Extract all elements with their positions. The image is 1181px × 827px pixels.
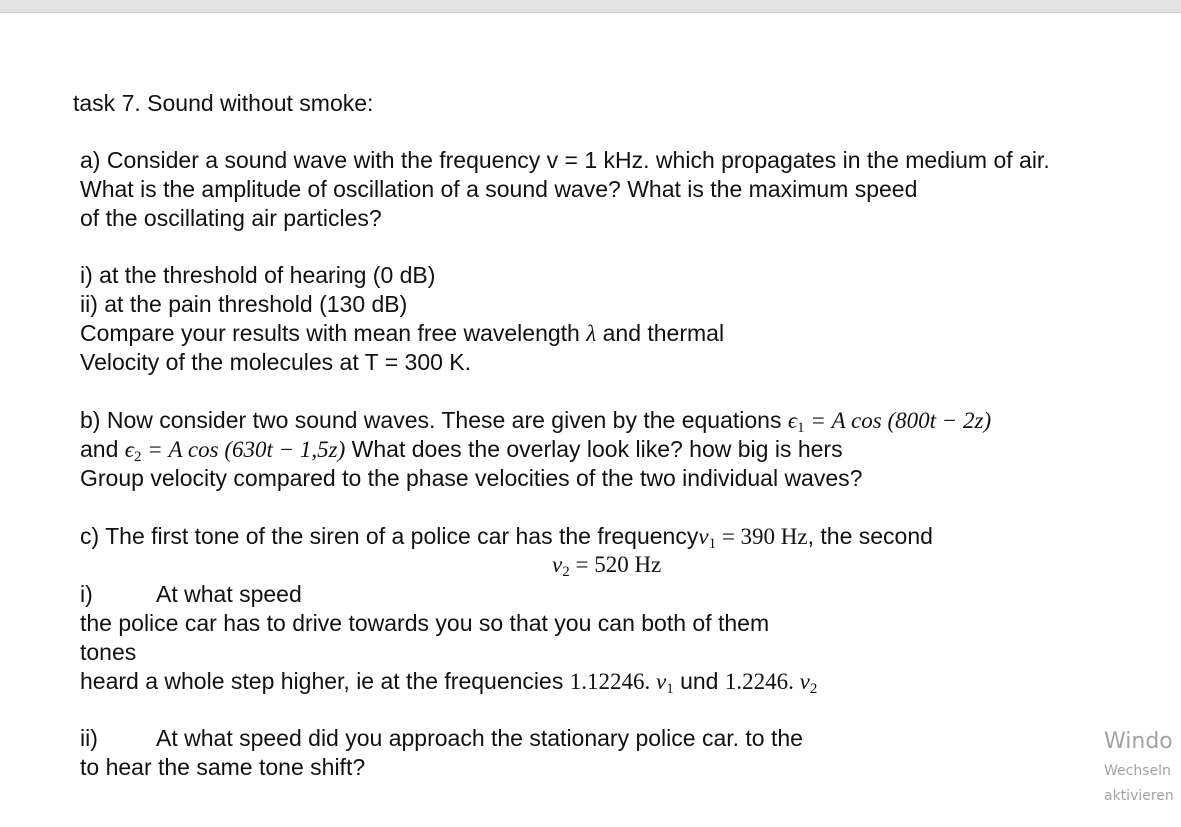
part-c-line-1 — [80, 522, 933, 551]
part-c-ii-text: At what speed did you approach the stationary police car. to the — [156, 725, 803, 751]
frequency-1 — [569, 669, 674, 697]
part-a-compare-line-2: Velocity of the molecules at T = 300 K. — [80, 349, 472, 375]
compare-text-post: and thermal — [596, 320, 725, 346]
lambda-symbol: λ — [586, 321, 597, 346]
part-b-text-1: b) Now consider two sound waves. These are given by the equations — [80, 407, 788, 433]
part-c-i-text-pre: heard a whole step higher, ie at the frequencies — [80, 668, 570, 694]
top-toolbar-strip — [0, 0, 1181, 13]
watermark-title: Windo — [1104, 729, 1173, 754]
v1-var: v — [698, 524, 709, 549]
v2-sub: 2 — [562, 564, 570, 580]
part-b-line-2 — [80, 435, 843, 464]
part-a-line-3: of the oscillating air particles? — [80, 205, 382, 231]
part-b-text-2: What does the overlay look like? how big is hers — [345, 436, 843, 462]
equation-epsilon-2 — [124, 437, 346, 465]
part-c-text-second: , the second — [807, 523, 933, 549]
eq1-sub: 1 — [797, 420, 805, 436]
freq1-var: v — [655, 669, 667, 694]
part-c-text-1: c) The first tone of the siren of a police car has the frequency — [80, 523, 699, 549]
eq1-var: ϵ — [787, 408, 798, 433]
watermark-line-2: Wechseln — [1104, 763, 1171, 779]
part-c-i-text-und: und — [673, 668, 725, 694]
part-a-item-ii: ii) at the pain threshold (130 dB) — [80, 291, 408, 317]
part-a-line-2: What is the amplitude of oscillation of a sound wave? What is the maximum speed — [80, 176, 918, 202]
eq2-sub: 2 — [134, 449, 142, 465]
task-title: task 7. Sound without smoke: — [73, 90, 374, 116]
eq1-rest: = A cos (800t − 2z) — [804, 408, 992, 433]
eq2-var: ϵ — [124, 437, 135, 462]
watermark-line-3: aktivieren — [1104, 788, 1174, 804]
freq1-sub: 1 — [666, 681, 674, 697]
equation-epsilon-1 — [787, 408, 992, 436]
freq1-num: 1.12246. — [569, 669, 656, 694]
part-b-line-3: Group velocity compared to the phase velocities of the two individual waves? — [80, 465, 863, 491]
part-b-text-and: and — [80, 436, 125, 462]
v1-rest: = 390 Hz — [716, 524, 808, 549]
part-c-i-line-2: the police car has to drive towards you so that you can both of them — [80, 610, 770, 636]
equation-v1 — [698, 524, 808, 552]
freq2-sub: 2 — [809, 681, 818, 697]
part-a-line-1: a) Consider a sound wave with the frequency v = 1 kHz. which propagates in the medium of air. — [80, 147, 1050, 173]
part-c-i-label: i) — [80, 581, 93, 607]
v2-rest: = 520 Hz — [569, 552, 662, 577]
freq2-var: v — [799, 669, 810, 694]
part-c-ii-label: ii) — [80, 725, 98, 751]
compare-text-pre: Compare your results with mean free wavelength — [80, 320, 587, 346]
part-c-i-text: At what speed — [156, 581, 302, 607]
part-a-item-i: i) at the threshold of hearing (0 dB) — [80, 262, 436, 288]
freq2-num: 1.2246. — [724, 669, 800, 694]
part-c-ii-line-2: to hear the same tone shift? — [80, 754, 366, 780]
v1-sub: 1 — [708, 536, 717, 552]
v2-var: v — [552, 552, 563, 577]
part-c-i-line-4 — [80, 667, 817, 696]
part-a-compare-line-1 — [80, 319, 724, 348]
equation-v2 — [552, 551, 661, 579]
frequency-2 — [724, 669, 818, 697]
part-b-line-1 — [80, 406, 991, 435]
eq2-rest: = A cos (630t − 1,5z) — [141, 437, 346, 462]
part-c-i-line-3: tones — [80, 639, 137, 665]
